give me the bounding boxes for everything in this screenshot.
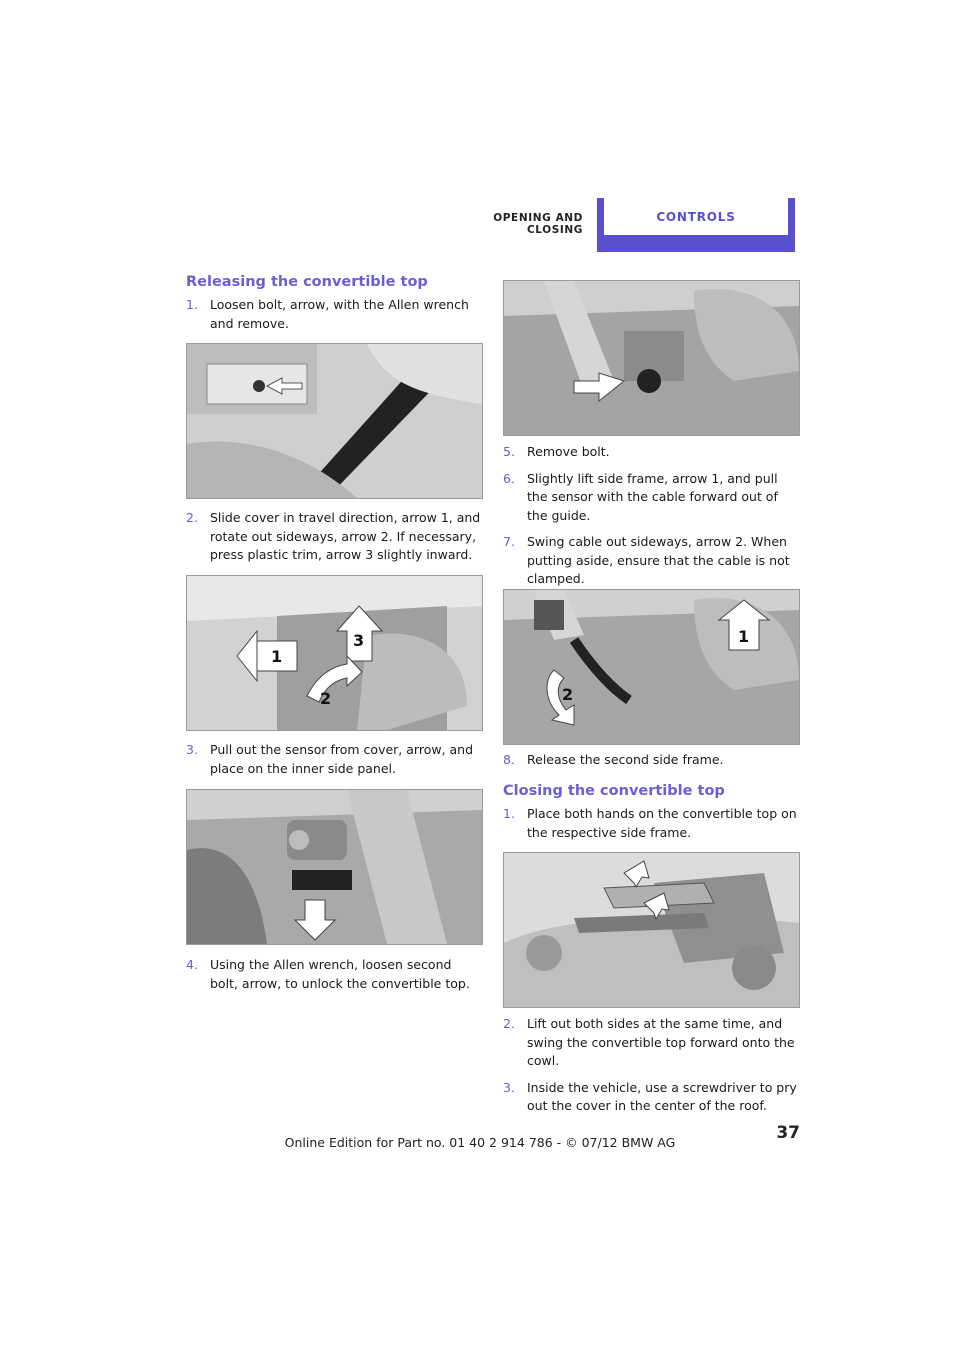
step <box>186 296 482 333</box>
figure-bolt-arrow <box>186 343 483 499</box>
step-number: 8. <box>503 752 515 767</box>
right-column-closing-steps <box>503 1015 799 1124</box>
step <box>186 956 482 993</box>
section-title: OPENING AND CLOSING <box>493 212 583 236</box>
step <box>503 470 799 526</box>
step-text: Pull out the sensor from cover, arrow, and place on the inner side panel. <box>210 742 474 776</box>
step <box>503 1079 799 1116</box>
figure-label: 1 <box>738 627 750 646</box>
step <box>503 751 799 770</box>
left-column-step2 <box>186 509 482 573</box>
step <box>503 805 799 842</box>
step-number: 5. <box>503 444 515 459</box>
step-text: Inside the vehicle, use a screwdriver to pry out the cover in the center of the roof. <box>527 1079 797 1113</box>
step-number: 7. <box>503 534 515 549</box>
page-number: 37 <box>776 1123 800 1143</box>
step-text: Slightly lift side frame, arrow 1, and pull the sensor with the cable forward out of the guide. <box>527 470 778 523</box>
left-column-step3 <box>186 741 482 786</box>
footer-edition: Online Edition for Part no. 01 40 2 914 786 - © 07/12 BMW AG <box>284 1135 676 1150</box>
step-text: Lift out both sides at the same time, and swing the convertible top forward onto the cowl. <box>527 1016 795 1068</box>
figure-side-frame <box>503 589 800 745</box>
step-text: Remove bolt. <box>527 444 610 459</box>
chapter-tab-label: CONTROLS <box>604 198 788 235</box>
chapter-tab <box>597 198 795 252</box>
step-number: 3. <box>186 742 198 757</box>
step <box>503 443 799 462</box>
figure-label: 1 <box>271 647 283 666</box>
step-number: 1. <box>503 806 515 821</box>
step <box>503 533 799 589</box>
section-heading-closing: Closing the convertible top <box>503 783 725 799</box>
figure-label: 2 <box>320 689 332 708</box>
step <box>503 1015 799 1071</box>
left-column-step4 <box>186 956 482 1001</box>
step-number: 1. <box>186 297 198 312</box>
right-column-steps <box>503 443 799 597</box>
section-heading-releasing: Releasing the convertible top <box>186 274 428 290</box>
step-text: Place both hands on the convertible top on the respective side frame. <box>527 806 797 840</box>
right-column-step8 <box>503 751 799 778</box>
figure-convertible-top <box>503 852 800 1008</box>
step-number: 4. <box>186 957 198 972</box>
step-text: Slide cover in travel direction, arrow 1, and rotate out sideways, arrow 2. If necessary, press plastic trim, arrow 3 slightly inward. <box>210 510 481 562</box>
step <box>186 741 482 778</box>
step-text: Using the Allen wrench, loosen second bolt, arrow, to unlock the convertible top. <box>210 957 470 991</box>
figure-label: 2 <box>562 685 574 704</box>
step-number: 2. <box>186 510 198 525</box>
left-column <box>186 274 482 341</box>
step-number: 2. <box>503 1016 515 1031</box>
step-text: Loosen bolt, arrow, with the Allen wrench and remove. <box>210 297 469 331</box>
step-text: Swing cable out sideways, arrow 2. When putting aside, ensure that the cable is not clamped. <box>527 534 790 586</box>
figure-sensor <box>186 789 483 945</box>
step-number: 3. <box>503 1079 515 1095</box>
figure-label: 3 <box>353 631 365 650</box>
step <box>186 509 482 565</box>
step-number: 6. <box>503 470 515 486</box>
figure-second-bolt <box>503 280 800 436</box>
figure-cover-arrows <box>186 575 483 731</box>
step-text: Release the second side frame. <box>527 752 724 767</box>
right-column-closing <box>503 783 799 850</box>
